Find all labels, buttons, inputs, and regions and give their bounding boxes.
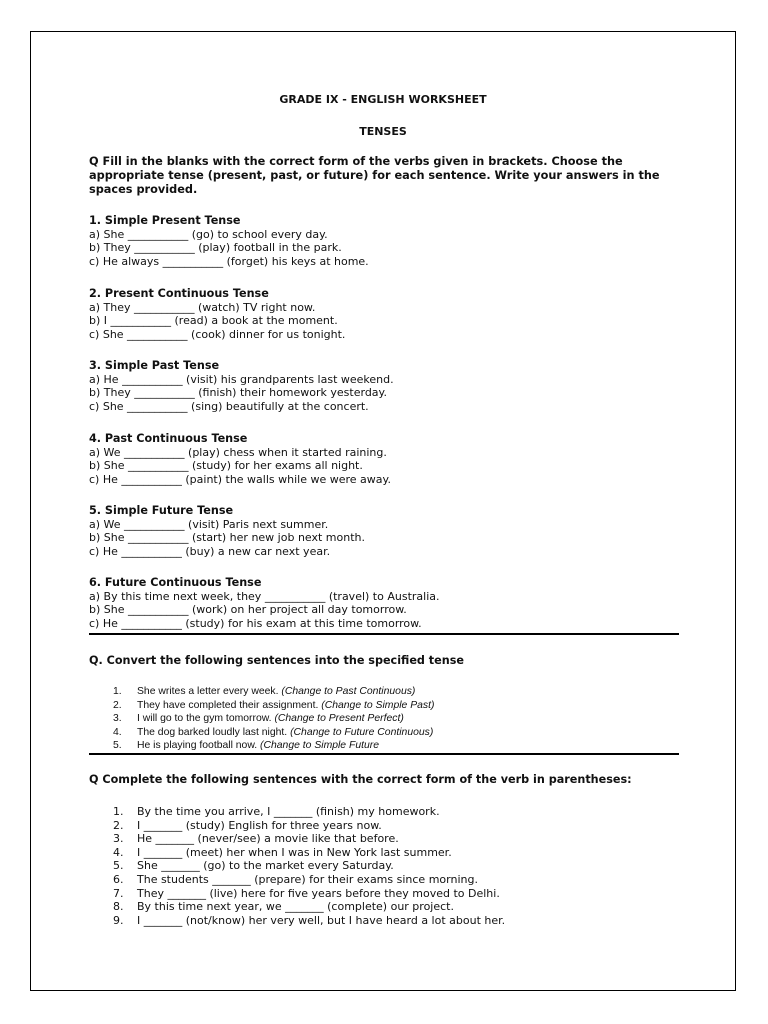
section-heading: 1. Simple Present Tense bbox=[89, 214, 241, 227]
exercise-line: a) She ___________ (go) to school every day. bbox=[89, 227, 328, 241]
part1-instruction: Q Fill in the blanks with the correct form of the verbs given in brackets. Choose the appropriate tense (present, past, or future) for each sentence. Write your answers in the spaces provided. bbox=[89, 155, 660, 196]
exercise-line: a) By this time next week, they ___________ (travel) to Australia. bbox=[89, 589, 440, 603]
list-item: 8. By this time next year, we _______ (complete) our project. bbox=[113, 900, 454, 914]
list-item: 2. I _______ (study) English for three years now. bbox=[113, 818, 382, 832]
exercise-line: a) He ___________ (visit) his grandparents last weekend. bbox=[89, 372, 394, 386]
list-item: 6. The students _______ (prepare) for their exams since morning. bbox=[113, 872, 478, 886]
worksheet-page bbox=[30, 31, 736, 991]
exercise-line: c) She ___________ (cook) dinner for us tonight. bbox=[89, 327, 346, 341]
list-item: 5. She _______ (go) to the market every Saturday. bbox=[113, 859, 394, 873]
convert-list bbox=[113, 685, 673, 753]
exercise-line: c) He ___________ (paint) the walls while we were away. bbox=[89, 472, 391, 486]
list-item: 1. By the time you arrive, I _______ (finish) my homework. bbox=[113, 805, 440, 818]
exercise-line: a) We ___________ (play) chess when it started raining. bbox=[89, 445, 387, 459]
exercise-line: b) They ___________ (play) football in the park. bbox=[89, 241, 342, 255]
part3-heading: Q Complete the following sentences with the correct form of the verb in parentheses: bbox=[89, 773, 632, 786]
section-heading: 4. Past Continuous Tense bbox=[89, 432, 248, 445]
exercise-line: b) They ___________ (finish) their homework yesterday. bbox=[89, 386, 387, 400]
exercise-line: b) She ___________ (start) her new job next month. bbox=[89, 531, 366, 545]
section-past-continuous bbox=[89, 432, 709, 486]
exercise-line: c) He ___________ (study) for his exam at this time tomorrow. bbox=[89, 616, 422, 630]
complete-list bbox=[113, 805, 673, 927]
section-heading: 5. Simple Future Tense bbox=[89, 504, 234, 517]
exercise-line: b) She ___________ (work) on her project all day tomorrow. bbox=[89, 603, 407, 617]
list-item: 2. They have completed their assignment. (Change to Simple Past) bbox=[113, 699, 435, 711]
exercise-line: c) She ___________ (sing) beautifully at the concert. bbox=[89, 399, 369, 413]
section-heading: 2. Present Continuous Tense bbox=[89, 287, 269, 300]
section-simple-past bbox=[89, 359, 709, 413]
list-item: 1. She writes a letter every week. (Change to Past Continuous) bbox=[113, 686, 416, 697]
section-heading: 6. Future Continuous Tense bbox=[89, 576, 262, 589]
exercise-line: b) She ___________ (study) for her exams all night. bbox=[89, 459, 363, 473]
worksheet-title: GRADE IX - ENGLISH WORKSHEET bbox=[279, 93, 487, 106]
worksheet-subtitle: TENSES bbox=[359, 125, 407, 138]
section-divider bbox=[89, 633, 679, 635]
list-item: 7. They _______ (live) here for five years before they moved to Delhi. bbox=[113, 886, 500, 900]
list-item: 9. I _______ (not/know) her very well, but I have heard a lot about her. bbox=[113, 913, 506, 927]
exercise-line: c) He ___________ (buy) a new car next year. bbox=[89, 544, 331, 558]
list-item: 3. I will go to the gym tomorrow. (Change to Present Perfect) bbox=[113, 713, 404, 725]
list-item: 3. He _______ (never/see) a movie like that before. bbox=[113, 832, 399, 846]
section-future-continuous bbox=[89, 576, 709, 630]
section-present-continuous bbox=[89, 287, 709, 341]
list-item: 5. He is playing football now. (Change to Simple Future bbox=[113, 740, 380, 752]
section-divider bbox=[89, 753, 679, 755]
section-simple-present bbox=[89, 214, 709, 268]
exercise-line: a) We ___________ (visit) Paris next summer. bbox=[89, 517, 329, 531]
list-item: 4. I _______ (meet) her when I was in New York last summer. bbox=[113, 845, 452, 859]
exercise-line: b) I ___________ (read) a book at the moment. bbox=[89, 314, 338, 328]
exercise-line: a) They ___________ (watch) TV right now. bbox=[89, 300, 316, 314]
part2-heading: Q. Convert the following sentences into the specified tense bbox=[89, 654, 464, 667]
section-heading: 3. Simple Past Tense bbox=[89, 359, 220, 372]
list-item: 4. The dog barked loudly last night. (Change to Future Continuous) bbox=[113, 726, 434, 738]
section-simple-future bbox=[89, 504, 709, 558]
exercise-line: c) He always ___________ (forget) his keys at home. bbox=[89, 254, 369, 268]
